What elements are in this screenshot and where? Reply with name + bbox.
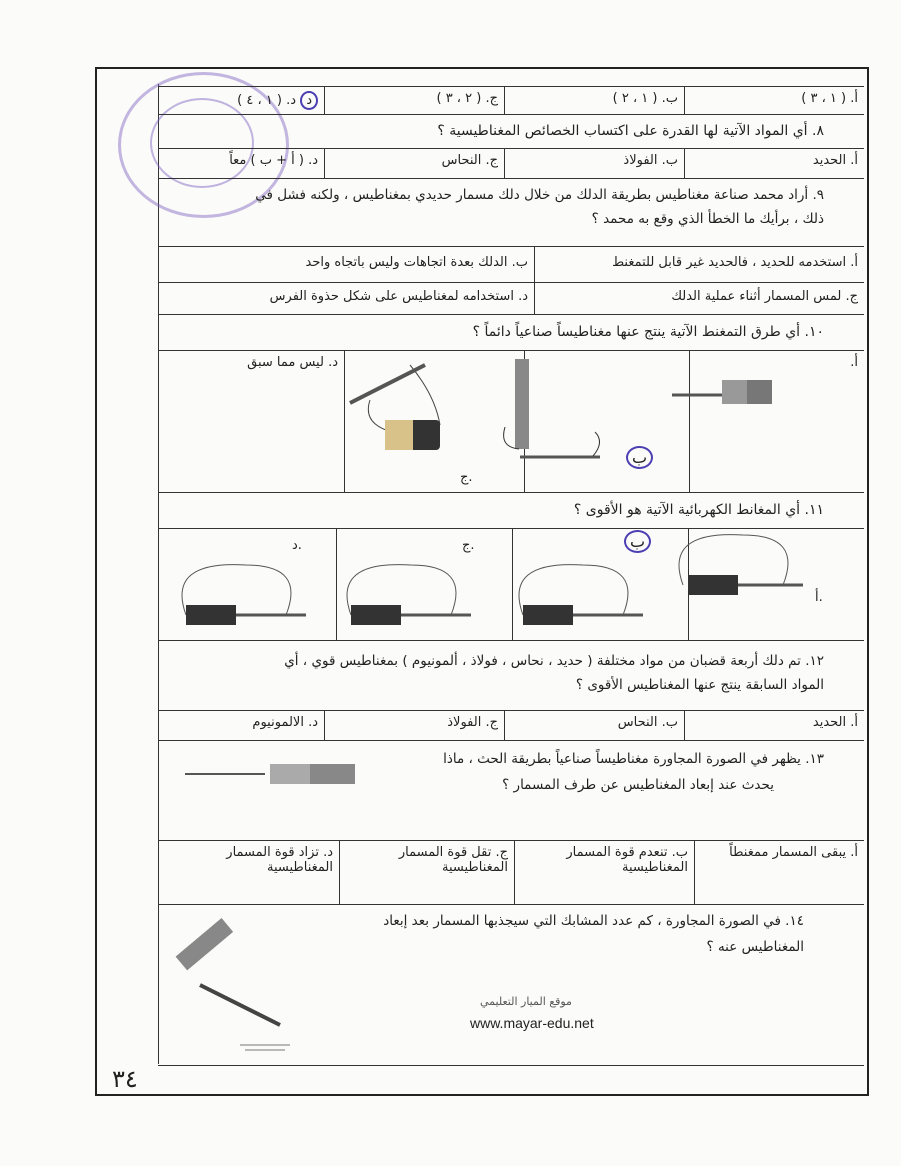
q9-option-a[interactable]: أ. استخدمه للحديد ، فالحديد غير قابل للتمغنط <box>534 247 864 283</box>
site-name-arabic: موقع الميار التعليمي <box>480 995 572 1008</box>
q8-option-a[interactable]: أ. الحديد <box>684 149 864 179</box>
q7-option-b[interactable]: ب. ( ١ ، ٢ ) <box>504 87 684 115</box>
q7-option-a[interactable]: أ. ( ١ ، ٣ ) <box>684 87 864 115</box>
q13-options-row <box>158 840 864 905</box>
q9-options-row2 <box>158 282 864 315</box>
site-url[interactable]: www.mayar-edu.net <box>470 1015 594 1031</box>
q10-text: ١٠. أي طرق التمغنط الآتية ينتج عنها مغناطيساً صناعياً دائماً ؟ <box>472 324 824 340</box>
nail-magnet-image <box>670 375 790 415</box>
page-number: ٣٤ <box>112 1065 138 1093</box>
q12-line2: المواد السابقة ينتج عنها المغناطيس الأقوى ؟ <box>575 677 824 693</box>
q11-text: ١١. أي المغانط الكهربائية الآتية هو الأقوى ؟ <box>573 502 824 518</box>
q12-option-c[interactable]: ج. الفولاذ <box>324 711 504 741</box>
q8-options-row <box>158 148 864 179</box>
q13-option-d[interactable]: د. تزاد قوة المسمار المغناطيسية <box>226 845 333 875</box>
answer-mark: د <box>300 91 318 110</box>
electromagnet-circuits <box>163 555 803 635</box>
q10-option-d[interactable]: د. ليس مما سبق <box>247 355 338 370</box>
q10-row <box>158 314 864 351</box>
q9-line2: ذلك ، برأيك ما الخطأ الذي وقع به محمد ؟ <box>591 211 824 227</box>
q14-line2: المغناطيس عنه ؟ <box>706 939 804 955</box>
q8-row <box>158 114 864 149</box>
q13-option-a[interactable]: أ. يبقى المسمار ممغنطاً <box>694 841 864 905</box>
q8-option-d[interactable]: د. ( أ + ب ) معاً <box>229 153 318 168</box>
battery-wire-image <box>340 355 460 455</box>
q13-line2: يحدث عند إبعاد المغناطيس عن طرف المسمار ؟ <box>502 777 774 793</box>
q10-option-a[interactable] <box>689 351 864 493</box>
q11-row <box>158 492 864 529</box>
q12-row <box>158 640 864 711</box>
q8-text: ٨. أي المواد الآتية لها القدرة على اكتساب الخصائص المغناطيسية ؟ <box>437 123 824 139</box>
q10-answer-mark: ب <box>626 446 653 469</box>
q13-row <box>158 740 864 841</box>
q12-option-d[interactable]: د. الالمونيوم <box>252 715 318 730</box>
q9-option-c[interactable]: ج. لمس المسمار أثناء عملية الدلك <box>534 283 864 315</box>
q8-option-c[interactable]: ج. النحاس <box>324 149 504 179</box>
q13-option-b[interactable]: ب. تنعدم قوة المسمار المغناطيسية <box>514 841 694 905</box>
q12-line1: ١٢. تم دلك أربعة قضبان من مواد مختلفة ( حديد ، نحاس ، فولاذ ، ألمونيوم ) بمغناطيس قوي ، أي <box>284 653 824 669</box>
q13-line1: ١٣. يظهر في الصورة المجاورة مغناطيساً صناعياً بطريقة الحث ، ماذا <box>443 751 824 767</box>
q9-option-d[interactable]: د. استخدامه لمغناطيس على شكل حذوة الفرس <box>269 289 528 304</box>
q10-option-c-label: ج. <box>460 470 473 485</box>
q11-option-d-label: د. <box>292 538 302 553</box>
q7-options-row <box>158 86 864 115</box>
q12-options-row <box>158 710 864 741</box>
induction-nail-magnet-image <box>185 760 365 790</box>
q12-option-a[interactable]: أ. الحديد <box>684 711 864 741</box>
q8-option-b[interactable]: ب. الفولاذ <box>504 149 684 179</box>
rubbing-magnet-image <box>495 357 605 467</box>
q9-options-row1 <box>158 246 864 283</box>
q11-answer-mark: ب <box>624 530 651 553</box>
nail-clips-image <box>170 920 290 1060</box>
q7-option-d-text: د. ( ١ ، ٤ ) <box>237 93 297 108</box>
q7-option-c[interactable]: ج. ( ٢ ، ٣ ) <box>324 87 504 115</box>
q9-row <box>158 178 864 247</box>
q11-option-c-label: ج. <box>462 538 475 553</box>
q11-option-a-label: أ. <box>815 590 823 605</box>
q13-option-c[interactable]: ج. تقل قوة المسمار المغناطيسية <box>339 841 514 905</box>
q10-option-a-label: أ. <box>850 355 858 370</box>
q14-line1: ١٤. في الصورة المجاورة ، كم عدد المشابك التي سيجذبها المسمار بعد إبعاد <box>383 913 804 929</box>
q9-option-b[interactable]: ب. الدلك بعدة اتجاهات وليس باتجاه واحد <box>305 255 528 270</box>
q9-line1: ٩. أراد محمد صناعة مغناطيس بطريقة الدلك من خلال دلك مسمار حديدي بمغناطيس ، ولكنه فشل في <box>255 187 824 203</box>
q12-option-b[interactable]: ب. النحاس <box>504 711 684 741</box>
q7-option-d[interactable] <box>158 87 324 115</box>
